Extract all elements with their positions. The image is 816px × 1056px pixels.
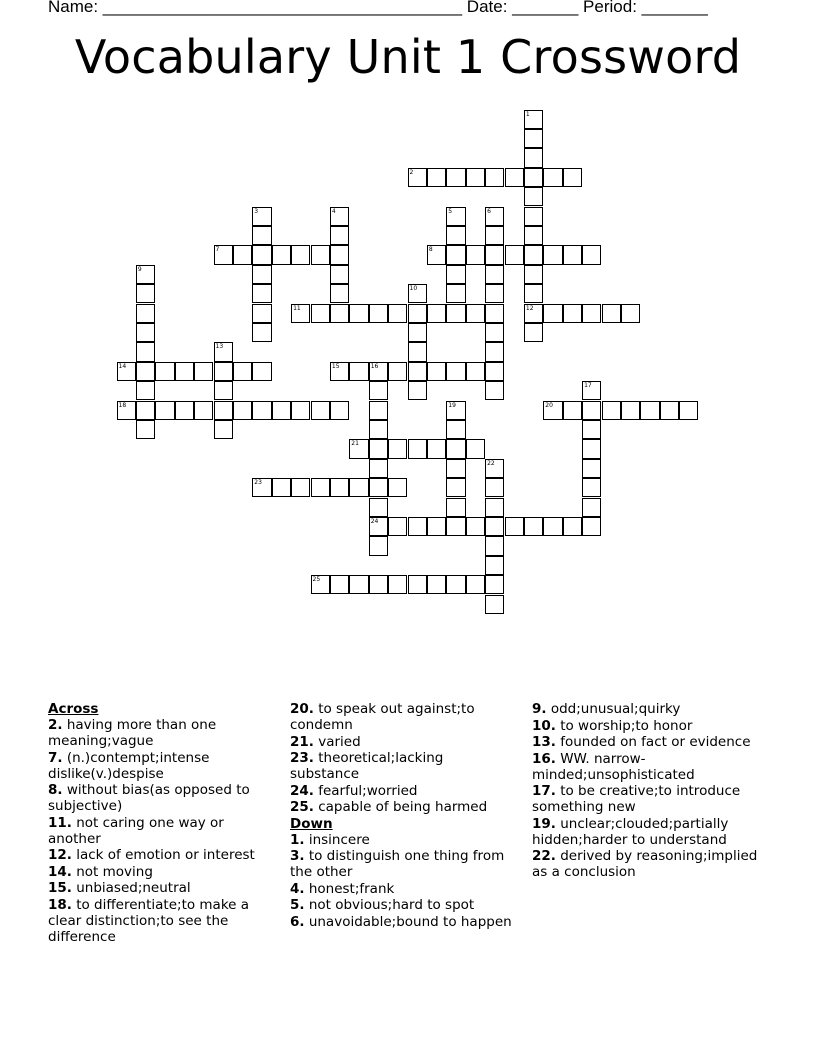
clue-down-17: [532, 783, 772, 815]
crossword-cell[interactable]: [485, 478, 504, 497]
crossword-cell[interactable]: [408, 381, 427, 400]
crossword-cell[interactable]: [408, 517, 427, 536]
crossword-cell[interactable]: [388, 575, 407, 594]
crossword-cell[interactable]: [524, 207, 543, 226]
crossword-cell[interactable]: [194, 362, 213, 381]
crossword-cell[interactable]: [272, 245, 291, 264]
clue-number: 5.: [290, 897, 305, 913]
crossword-cell[interactable]: [543, 245, 562, 264]
crossword-cell[interactable]: [330, 226, 349, 245]
clue-across-7: [48, 750, 273, 782]
cell-number-10: 10: [409, 285, 418, 293]
crossword-cell[interactable]: [427, 304, 446, 323]
crossword-cell[interactable]: [524, 187, 543, 206]
clue-text: to be creative;to introduce something new: [532, 783, 741, 815]
crossword-cell[interactable]: [446, 265, 465, 284]
clue-text: odd;unusual;quirky: [546, 701, 681, 717]
crossword-cell[interactable]: [233, 362, 252, 381]
crossword-cell[interactable]: [291, 401, 310, 420]
clue-down-5: [290, 897, 515, 913]
clue-number: 8.: [48, 782, 63, 798]
crossword-cell[interactable]: [388, 478, 407, 497]
crossword-cell[interactable]: [621, 304, 640, 323]
clue-number: 1.: [290, 831, 305, 848]
clue-across-12: [48, 847, 273, 863]
crossword-cell[interactable]: [369, 439, 388, 458]
clue-text: theoretical;lacking substance: [290, 750, 444, 782]
crossword-cell[interactable]: [155, 401, 174, 420]
crossword-cell[interactable]: [446, 362, 465, 381]
crossword-cell[interactable]: [214, 362, 233, 381]
crossword-cell[interactable]: [524, 323, 543, 342]
crossword-cell[interactable]: [388, 439, 407, 458]
cell-number-8: 8: [428, 246, 433, 254]
crossword-cell[interactable]: [466, 575, 485, 594]
crossword-cell[interactable]: [311, 401, 330, 420]
cell-number-18: 18: [118, 401, 127, 409]
crossword-cell[interactable]: [485, 265, 504, 284]
cell-number-15: 15: [331, 362, 340, 370]
crossword-cell[interactable]: [582, 439, 601, 458]
crossword-cell[interactable]: [485, 342, 504, 361]
clue-text: derived by reasoning;implied as a conclusion: [532, 848, 758, 880]
crossword-cell[interactable]: [349, 362, 368, 381]
clue-across-24: [290, 783, 515, 799]
crossword-cell[interactable]: [136, 323, 155, 342]
crossword-cell[interactable]: [621, 401, 640, 420]
crossword-cell[interactable]: [252, 226, 271, 245]
crossword-cell[interactable]: [582, 498, 601, 517]
crossword-cell[interactable]: [252, 245, 271, 264]
crossword-cell[interactable]: [369, 420, 388, 439]
page-title: Vocabulary Unit 1 Crossword: [74, 30, 742, 84]
crossword-cell[interactable]: [330, 401, 349, 420]
crossword-cell[interactable]: [388, 362, 407, 381]
crossword-cell[interactable]: [330, 265, 349, 284]
crossword-cell[interactable]: [563, 245, 582, 264]
crossword-cell[interactable]: [349, 478, 368, 497]
crossword-cell[interactable]: [369, 459, 388, 478]
crossword-cell[interactable]: [582, 459, 601, 478]
crossword-cell[interactable]: [679, 401, 698, 420]
crossword-cell[interactable]: [252, 362, 271, 381]
crossword-cell[interactable]: [446, 478, 465, 497]
crossword-cell[interactable]: [252, 284, 271, 303]
cell-number-11: 11: [293, 304, 301, 312]
clue-across-11: [48, 815, 273, 847]
crossword-cell[interactable]: [524, 129, 543, 148]
clue-number: 15.: [48, 880, 72, 896]
crossword-cell[interactable]: [311, 245, 330, 264]
crossword-cell[interactable]: [446, 517, 465, 536]
cell-number-20: 20: [545, 401, 553, 409]
clue-number: 21.: [290, 733, 314, 750]
clues-column-2: [290, 701, 515, 930]
crossword-cell[interactable]: [524, 517, 543, 536]
cell-number-4: 4: [331, 207, 336, 215]
crossword-cell[interactable]: [214, 381, 233, 400]
crossword-cell[interactable]: [524, 265, 543, 284]
crossword-cell[interactable]: [136, 381, 155, 400]
clue-text: to worship;to honor: [555, 717, 693, 734]
clue-text: insincere: [304, 831, 370, 848]
clue-number: 4.: [290, 880, 305, 897]
crossword-cell[interactable]: [272, 478, 291, 497]
crossword-cell[interactable]: [427, 575, 446, 594]
clue-across-20: [290, 701, 515, 733]
clue-number: 10.: [532, 717, 556, 734]
cell-number-13: 13: [215, 343, 224, 351]
clue-number: 25.: [290, 799, 314, 815]
clue-text: founded on fact or evidence: [555, 734, 751, 750]
clue-down-19: [532, 816, 772, 848]
clue-number: 2.: [48, 717, 63, 733]
clue-number: 14.: [48, 863, 72, 880]
clue-across-2: [48, 717, 273, 749]
crossword-cell[interactable]: [252, 323, 271, 342]
crossword-cell[interactable]: [388, 304, 407, 323]
crossword-cell[interactable]: [524, 245, 543, 264]
clue-across-8: [48, 782, 273, 814]
crossword-cell[interactable]: [466, 304, 485, 323]
crossword-cell[interactable]: [524, 284, 543, 303]
cell-number-1: 1: [525, 110, 530, 118]
crossword-cell[interactable]: [252, 265, 271, 284]
crossword-cell[interactable]: [369, 304, 388, 323]
crossword-cell[interactable]: [291, 478, 310, 497]
cell-number-5: 5: [448, 207, 453, 215]
cell-number-12: 12: [525, 304, 534, 312]
crossword-cell[interactable]: [408, 323, 427, 342]
clue-text: unclear;clouded;partially hidden;harder to understand: [532, 815, 729, 848]
crossword-cell[interactable]: [446, 168, 465, 187]
cell-number-21: 21: [351, 440, 359, 448]
crossword-cell[interactable]: [543, 304, 562, 323]
crossword-cell[interactable]: [563, 401, 582, 420]
clue-text: honest;frank: [304, 880, 395, 897]
crossword-cell[interactable]: [485, 168, 504, 187]
cell-number-24: 24: [370, 517, 379, 525]
crossword-cell[interactable]: [369, 498, 388, 517]
crossword-cell[interactable]: [252, 304, 271, 323]
crossword-cell[interactable]: [660, 401, 679, 420]
crossword-cell[interactable]: [136, 304, 155, 323]
crossword-cell[interactable]: [311, 304, 330, 323]
clue-number: 17.: [532, 783, 556, 799]
clue-down-1: [290, 832, 515, 848]
clue-number: 23.: [290, 750, 314, 766]
clue-text: not moving: [71, 863, 153, 880]
clue-number: 7.: [48, 749, 63, 766]
clue-down-10: [532, 718, 772, 734]
crossword-cell[interactable]: [330, 304, 349, 323]
crossword-cell[interactable]: [175, 362, 194, 381]
crossword-cell[interactable]: [446, 439, 465, 458]
crossword-cell[interactable]: [485, 284, 504, 303]
crossword-cell[interactable]: [563, 517, 582, 536]
crossword-cell[interactable]: [485, 245, 504, 264]
crossword-cell[interactable]: [408, 362, 427, 381]
crossword-cell[interactable]: [640, 401, 659, 420]
clue-down-6: [290, 914, 515, 930]
clue-number: 3.: [290, 848, 305, 864]
crossword-cell[interactable]: [330, 478, 349, 497]
crossword-cell[interactable]: [602, 401, 621, 420]
crossword-cell[interactable]: [369, 401, 388, 420]
crossword-cell[interactable]: [485, 556, 504, 575]
cell-number-2: 2: [409, 168, 414, 176]
crossword-cell[interactable]: [485, 304, 504, 323]
clue-across-21: [290, 734, 515, 750]
crossword-cell[interactable]: [563, 168, 582, 187]
cell-number-3: 3: [254, 207, 259, 215]
clues-column-3: [532, 701, 772, 881]
clue-text: capable of being harmed: [313, 799, 488, 815]
crossword-cell[interactable]: [446, 304, 465, 323]
crossword-cell[interactable]: [466, 168, 485, 187]
crossword-cell[interactable]: [291, 245, 310, 264]
crossword-cell[interactable]: [408, 575, 427, 594]
cell-number-16: 16: [370, 362, 379, 370]
clue-text: varied: [313, 733, 361, 750]
clue-text: fearful;worried: [313, 782, 418, 799]
crossword-cell[interactable]: [214, 401, 233, 420]
clue-number: 6.: [290, 913, 305, 930]
crossword-cell[interactable]: [427, 517, 446, 536]
crossword-cell[interactable]: [446, 284, 465, 303]
crossword-cell[interactable]: [582, 401, 601, 420]
crossword-cell[interactable]: [485, 595, 504, 614]
clue-text: unbiased;neutral: [71, 880, 191, 896]
clue-number: 9.: [532, 701, 547, 717]
crossword-cell[interactable]: [543, 517, 562, 536]
crossword-cell[interactable]: [330, 284, 349, 303]
cell-number-14: 14: [118, 362, 127, 370]
crossword-cell[interactable]: [446, 245, 465, 264]
clue-across-25: [290, 799, 515, 815]
clue-text: without bias(as opposed to subjective): [48, 782, 250, 814]
cell-number-19: 19: [448, 401, 456, 409]
clue-text: not caring one way or another: [48, 814, 224, 847]
crossword-cell[interactable]: [427, 362, 446, 381]
clue-number: 24.: [290, 782, 314, 799]
cell-number-25: 25: [312, 576, 321, 584]
crossword-cell[interactable]: [175, 401, 194, 420]
clue-number: 11.: [48, 814, 72, 831]
crossword-cell[interactable]: [136, 401, 155, 420]
crossword-cell[interactable]: [485, 517, 504, 536]
crossword-cell[interactable]: [388, 517, 407, 536]
crossword-cell[interactable]: [505, 245, 524, 264]
crossword-cell[interactable]: [272, 401, 291, 420]
crossword-cell[interactable]: [505, 517, 524, 536]
clue-number: 13.: [532, 734, 556, 750]
crossword-cell[interactable]: [155, 362, 174, 381]
clue-number: 18.: [48, 896, 72, 913]
crossword-cell[interactable]: [214, 420, 233, 439]
crossword-cell[interactable]: [582, 420, 601, 439]
clue-text: having more than one meaning;vague: [48, 717, 217, 749]
clue-down-22: [532, 848, 772, 880]
clue-down-13: [532, 734, 772, 750]
clue-text: lack of emotion or interest: [71, 847, 255, 863]
clue-number: 12.: [48, 847, 72, 863]
crossword-cell[interactable]: [233, 245, 252, 264]
crossword-cell[interactable]: [252, 401, 271, 420]
crossword-cell[interactable]: [582, 304, 601, 323]
crossword-cell[interactable]: [136, 362, 155, 381]
crossword-cell[interactable]: [466, 362, 485, 381]
crossword-cell[interactable]: [485, 536, 504, 555]
crossword-cell[interactable]: [446, 575, 465, 594]
crossword-cell[interactable]: [524, 226, 543, 245]
clue-down-4: [290, 881, 515, 897]
crossword-cell[interactable]: [446, 459, 465, 478]
crossword-cell[interactable]: [485, 226, 504, 245]
crossword-cell[interactable]: [136, 342, 155, 361]
crossword-cell[interactable]: [466, 517, 485, 536]
clue-text: (n.)contempt;intense dislike(v.)despise: [48, 749, 210, 782]
cell-number-23: 23: [254, 479, 262, 487]
clue-across-23: [290, 750, 515, 782]
cell-number-9: 9: [137, 265, 142, 273]
crossword-cell[interactable]: [524, 148, 543, 167]
clue-down-9: [532, 701, 772, 717]
name-date-period-line: Name: ______________________________________ Date: _______ Period: _______: [48, 0, 708, 16]
crossword-cell[interactable]: [582, 517, 601, 536]
clue-text: to distinguish one thing from the other: [290, 848, 505, 880]
crossword-cell[interactable]: [349, 575, 368, 594]
clue-text: to differentiate;to make a clear distinction;to see the difference: [48, 896, 250, 945]
crossword-cell[interactable]: [582, 478, 601, 497]
crossword-cell[interactable]: [311, 478, 330, 497]
cell-number-17: 17: [584, 382, 592, 390]
clue-across-14: [48, 864, 273, 880]
crossword-cell[interactable]: [427, 439, 446, 458]
crossword-cell[interactable]: [446, 420, 465, 439]
clue-across-15: [48, 880, 273, 896]
crossword-cell[interactable]: [466, 439, 485, 458]
crossword-cell[interactable]: [136, 284, 155, 303]
crossword-cell[interactable]: [466, 245, 485, 264]
crossword-cell[interactable]: [485, 381, 504, 400]
clue-down-3: [290, 848, 515, 880]
crossword-cell[interactable]: [485, 575, 504, 594]
clue-text: unavoidable;bound to happen: [304, 913, 512, 930]
crossword-cell[interactable]: [330, 245, 349, 264]
crossword-cell[interactable]: [330, 575, 349, 594]
crossword-cell[interactable]: [563, 304, 582, 323]
crossword-cell[interactable]: [543, 168, 562, 187]
crossword-cell[interactable]: [427, 168, 446, 187]
crossword-cell[interactable]: [602, 304, 621, 323]
clue-text: to speak out against;to condemn: [290, 701, 475, 733]
crossword-cell[interactable]: [408, 439, 427, 458]
cell-number-22: 22: [487, 459, 495, 467]
crossword-cell[interactable]: [408, 304, 427, 323]
crossword-cell[interactable]: [369, 575, 388, 594]
crossword-cell[interactable]: [524, 168, 543, 187]
down-heading: Down: [290, 815, 333, 832]
clue-number: 22.: [532, 848, 556, 864]
crossword-cell[interactable]: [408, 342, 427, 361]
crossword-cell[interactable]: [369, 381, 388, 400]
clues-column-1: [48, 701, 273, 945]
crossword-cell[interactable]: [485, 323, 504, 342]
clue-number: 16.: [532, 750, 556, 767]
across-heading: Across: [48, 701, 99, 717]
clue-down-16: [532, 751, 772, 783]
crossword-cell[interactable]: [582, 245, 601, 264]
crossword-cell[interactable]: [369, 536, 388, 555]
clue-across-18: [48, 897, 273, 945]
crossword-cell[interactable]: [485, 498, 504, 517]
crossword-cell[interactable]: [505, 168, 524, 187]
crossword-cell[interactable]: [446, 226, 465, 245]
cell-number-7: 7: [215, 246, 220, 254]
cell-number-6: 6: [487, 207, 491, 215]
crossword-cell[interactable]: [485, 362, 504, 381]
clue-text: WW. narrow-minded;unsophisticated: [532, 750, 695, 783]
clue-number: 20.: [290, 701, 314, 717]
crossword-cell[interactable]: [233, 401, 252, 420]
clue-text: not obvious;hard to spot: [304, 897, 475, 913]
crossword-cell[interactable]: [349, 304, 368, 323]
crossword-cell[interactable]: [446, 498, 465, 517]
crossword-cell[interactable]: [369, 478, 388, 497]
crossword-cell[interactable]: [136, 420, 155, 439]
crossword-cell[interactable]: [194, 401, 213, 420]
clue-number: 19.: [532, 815, 556, 832]
